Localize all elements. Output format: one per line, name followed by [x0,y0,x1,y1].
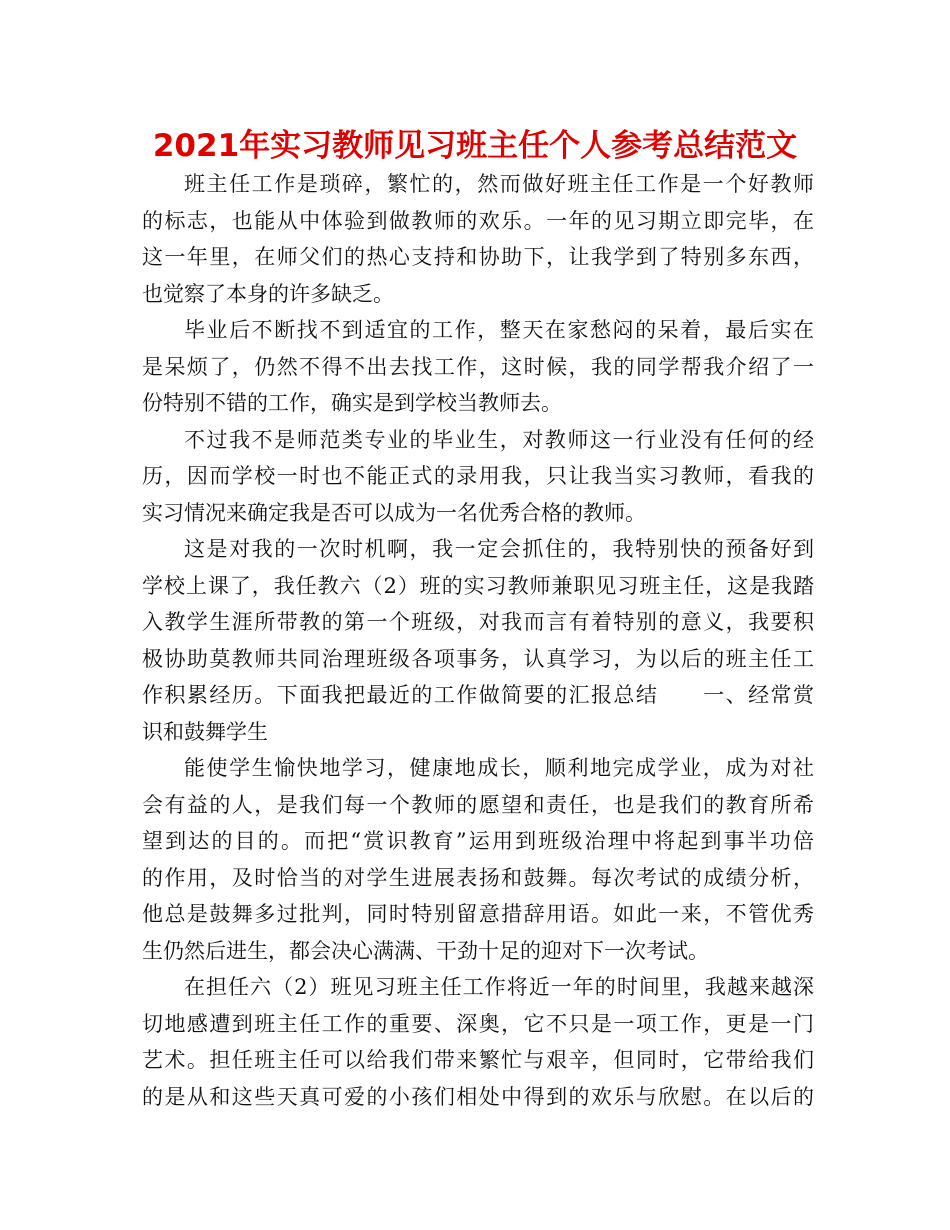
text-line: 学校上课了，我任教六（2）班的实习教师兼职见习班主任，这是我踏 [142,573,814,598]
text-line: 的标志，也能从中体验到做教师的欢乐。一年的见习期立即完毕，在 [142,208,814,233]
text-line: 不过我不是师范类专业的毕业生，对教师这一行业没有任何的经 [184,427,814,452]
text-line: 切地感遭到班主任工作的重要、深奥，它不只是一项工作，更是一门 [142,1011,814,1036]
text-line: 入教学生涯所带教的第一个班级，对我而言有着特别的意义，我要积 [142,610,814,634]
paragraph-5 [142,750,814,969]
text-line: 识和鼓舞学生 [142,719,268,744]
text-line: 这是对我的一次时机啊，我一定会抓住的，我特别快的预备好到 [184,537,814,561]
text-line: 作积累经历。下面我把最近的工作做简要的汇报总结 一、经常赏 [142,683,814,707]
text-line: 的是从和这些天真可爱的小孩们相处中得到的欢乐与欣慰。在以后的 [142,1084,814,1109]
document-title: 2021年实习教师见习班主任个人参考总结范文 [152,128,798,164]
paragraph-1 [142,166,814,312]
text-line: 毕业后不断找不到适宜的工作，整天在家愁闷的呆着，最后实在 [184,318,814,342]
paragraph-2 [142,312,814,422]
text-line: 班主任工作是琐碎，繁忙的，然而做好班主任工作是一个好教师 [184,172,814,196]
document-body [142,166,814,1115]
text-line: 艺术。担任班主任可以给我们带来繁忙与艰辛，但同时，它带给我们 [142,1048,814,1072]
text-line: 这一年里，在师父们的热心支持和协助下，让我学到了特别多东西， [142,245,814,269]
paragraph-3 [142,422,814,532]
text-line: 实习情况来确定我是否可以成为一名优秀合格的教师。 [142,500,646,525]
paragraph-4 [142,531,814,750]
text-line: 在担任六（2）班见习班主任工作将近一年的时间里，我越来越深 [184,975,814,999]
text-line: 会有益的人，是我们每一个教师的愿望和责任，也是我们的教育所希 [142,792,814,817]
text-line: 他总是鼓舞多过批判，同时特别留意措辞用语。如此一来，不管优秀 [142,902,814,926]
text-line: 的作用，及时恰当的对学生进展表扬和鼓舞。每次考试的成绩分析， [142,865,814,890]
text-line: 望到达的目的。而把“赏识教育”运用到班级治理中将起到事半功倍 [142,829,814,853]
text-line: 是呆烦了，仍然不得不出去找工作，这时候，我的同学帮我介绍了一 [142,354,814,379]
text-line: 份特别不错的工作，确实是到学校当教师去。 [142,391,562,415]
paragraph-6 [142,969,814,1115]
text-line: 历，因而学校一时也不能正式的录用我，只让我当实习教师，看我的 [142,464,814,488]
text-line: 也觉察了本身的许多缺乏。 [142,281,394,306]
text-line: 能使学生愉快地学习，健康地成长，顺利地完成学业，成为对社 [184,756,814,780]
text-line: 极协助莫教师共同治理班级各项事务，认真学习，为以后的班主任工 [142,646,814,671]
text-line: 生仍然后进生，都会决心满满、干劲十足的迎对下一次考试。 [142,938,709,963]
